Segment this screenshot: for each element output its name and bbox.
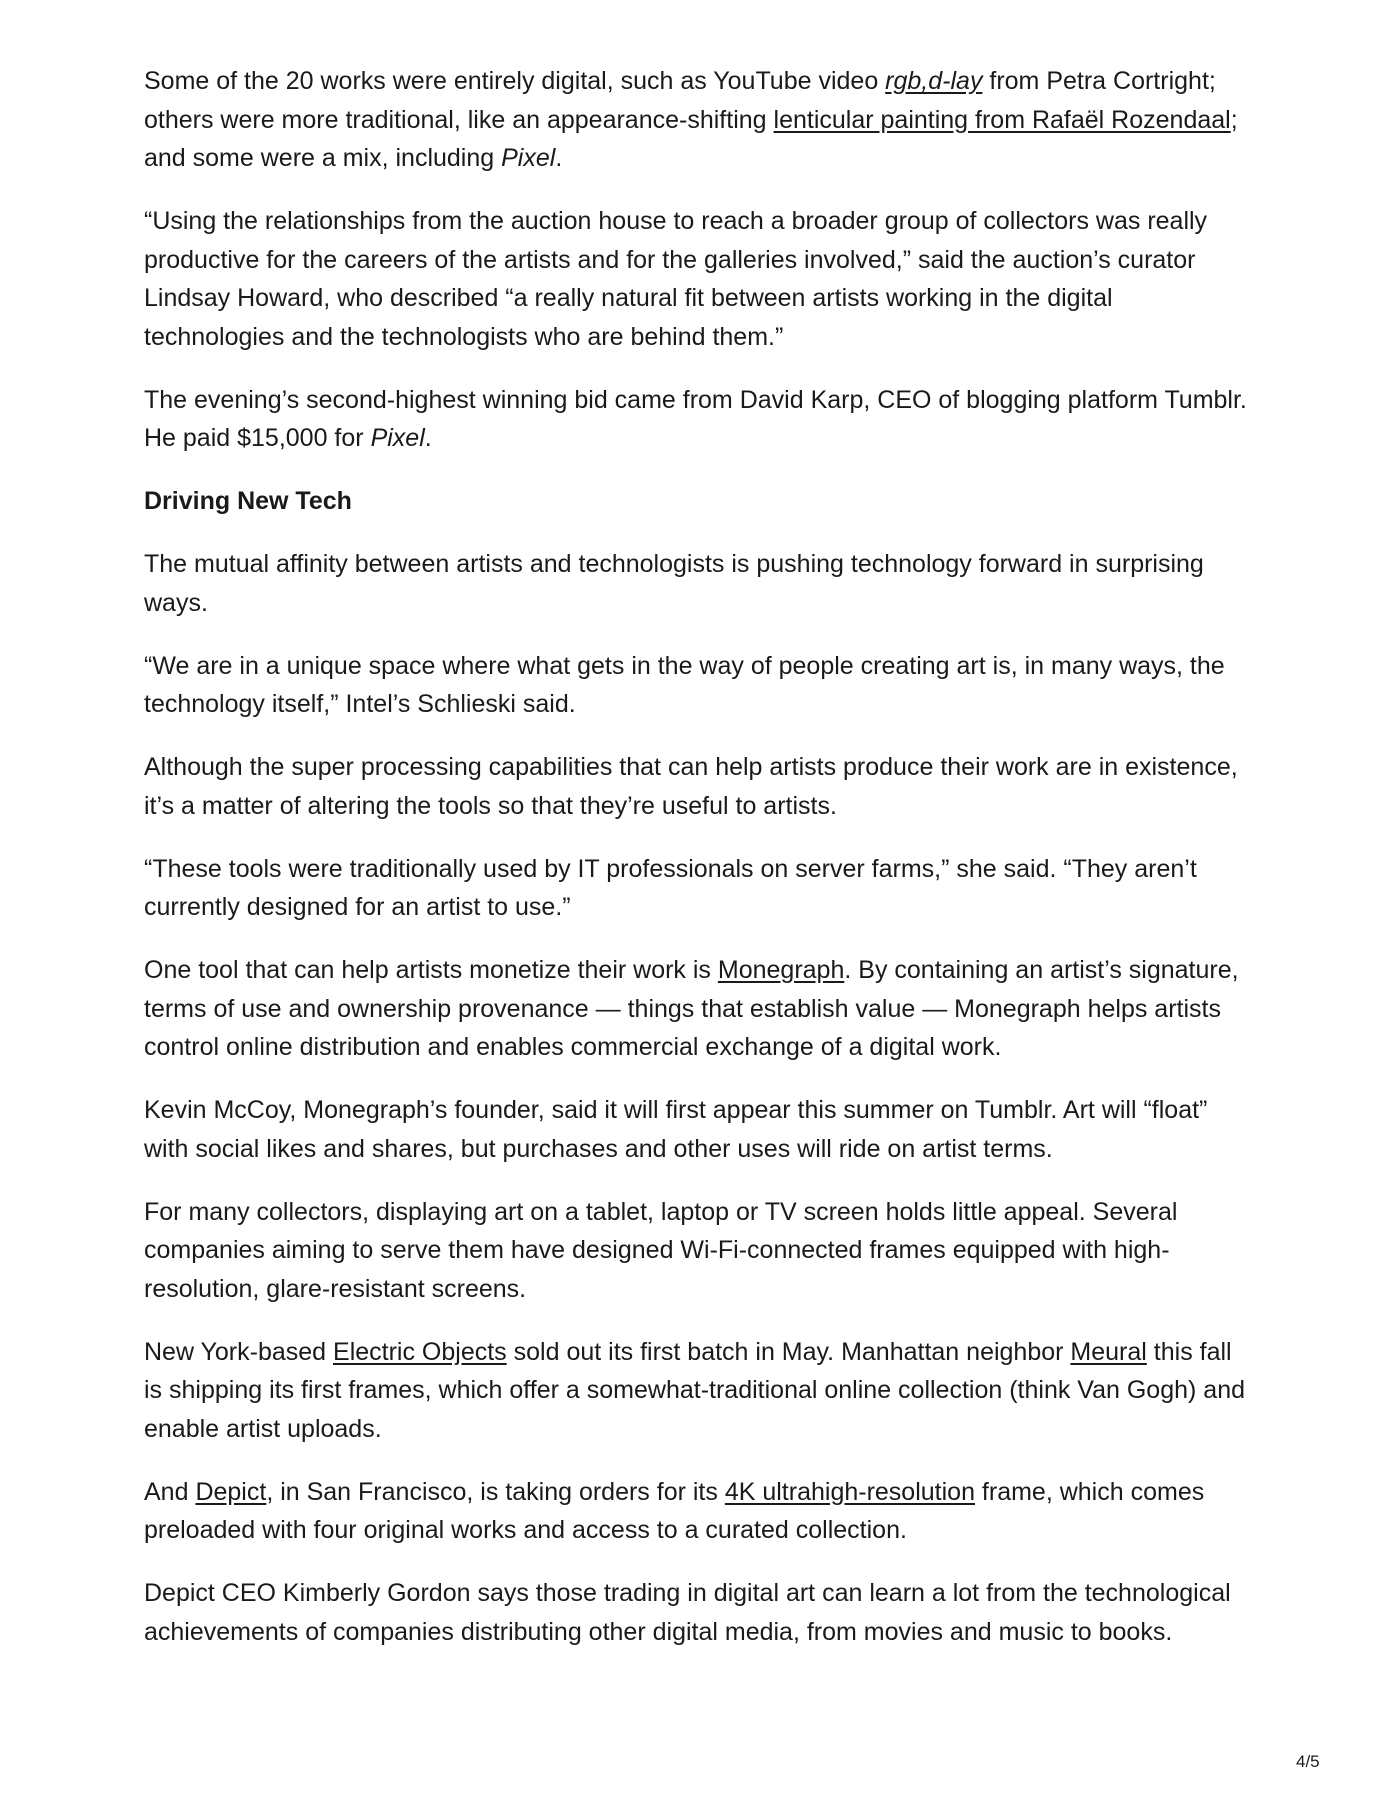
- article-body: [144, 62, 1254, 1676]
- paragraph-text: ; and some were a mix, including: [144, 105, 1238, 172]
- paragraph-10: For many collectors, displaying art on a tablet, laptop or TV screen holds little appeal. Several companies aiming to serve them have designed Wi-Fi-connected frames equipped with high-resolution, glare-resistant screens.: [144, 1197, 1178, 1303]
- paragraph-2: “Using the relationships from the auction house to reach a broader group of collectors was really productive for the careers of the artists and for the galleries involved,” said the auction’s curator Lindsay Howard, who described “a really natural fit between artists working in the digital technologies and the technologists who are behind them.”: [144, 207, 1208, 351]
- paragraph-12: [144, 1473, 1254, 1550]
- paragraph-text: One tool that can help artists monetize their work is: [144, 956, 718, 984]
- paragraph-text: , in San Francisco, is taking orders for its: [266, 1477, 725, 1506]
- paragraph-text: this fall is shipping its first frames, which offer a somewhat-traditional online collection (think Van Gogh) and enable artist uploads.: [144, 1337, 1246, 1443]
- paragraph-text: And: [144, 1477, 196, 1506]
- page-number: 4/5: [1296, 1752, 1320, 1771]
- paragraph-text: The evening’s second-highest winning bid came from David Karp, CEO of blogging platform Tumblr. He paid $15,000 for: [144, 385, 1247, 452]
- paragraph-11: [144, 1333, 1254, 1449]
- paragraph-text: . By containing an artist’s signature, terms of use and ownership provenance — things that establish value — Monegraph helps artists control online distribution and enables commercial exchange of a digital work.: [144, 956, 1239, 1061]
- paragraph-9: Kevin McCoy, Monegraph’s founder, said it will first appear this summer on Tumblr. Art will “float” with social likes and shares, but purchases and other uses will ride on artist terms.: [144, 1096, 1208, 1163]
- emphasis-pixel: Pixel: [370, 424, 425, 452]
- link-depict[interactable]: Depict: [195, 1477, 267, 1506]
- paragraph-text: from Petra Cortright; others were more traditional, like an appearance-shifting: [144, 67, 1216, 134]
- paragraph-5: “We are in a unique space where what gets in the way of people creating art is, in many ways, the technology itself,” Intel’s Schlieski said.: [144, 651, 1225, 718]
- paragraph-text: .: [555, 144, 563, 172]
- section-heading: Driving New Tech: [144, 487, 352, 515]
- link-rgb-d-lay[interactable]: [885, 67, 982, 95]
- paragraph-1: [144, 62, 1254, 178]
- paragraph-text: Some of the 20 works were entirely digital, such as YouTube video: [144, 67, 886, 95]
- paragraph-13: Depict CEO Kimberly Gordon says those trading in digital art can learn a lot from the technological achievements of companies distributing other digital media, from movies and music to books.: [144, 1579, 1231, 1646]
- link-text: rgb,d-lay: [885, 67, 983, 95]
- paragraph-3: [144, 381, 1254, 458]
- link-lenticular-painting[interactable]: lenticular painting from Rafaël Rozendaal: [773, 105, 1231, 134]
- paragraph-text: New York-based: [144, 1337, 334, 1366]
- emphasis-pixel: Pixel: [501, 144, 556, 172]
- paragraph-text: frame, which comes preloaded with four original works and access to a curated collection.: [144, 1477, 1205, 1544]
- paragraph-text: .: [424, 424, 432, 452]
- paragraph-7: “These tools were traditionally used by IT professionals on server farms,” she said. “They aren’t currently designed for an artist to use.”: [144, 854, 1197, 921]
- paragraph-6: Although the super processing capabilities that can help artists produce their work are in existence, it’s a matter of altering the tools so that they’re useful to artists.: [144, 753, 1238, 820]
- link-meural[interactable]: Meural: [1070, 1337, 1147, 1366]
- link-electric-objects[interactable]: Electric Objects: [333, 1337, 507, 1366]
- paragraph-text: sold out its first batch in May. Manhattan neighbor: [506, 1337, 1071, 1366]
- link-monegraph[interactable]: Monegraph: [717, 956, 845, 984]
- paragraph-8: [144, 951, 1254, 1067]
- link-4k-ultrahigh-resolution[interactable]: 4K ultrahigh-resolution: [724, 1477, 975, 1506]
- paragraph-4: The mutual affinity between artists and technologists is pushing technology forward in surprising ways.: [144, 550, 1204, 617]
